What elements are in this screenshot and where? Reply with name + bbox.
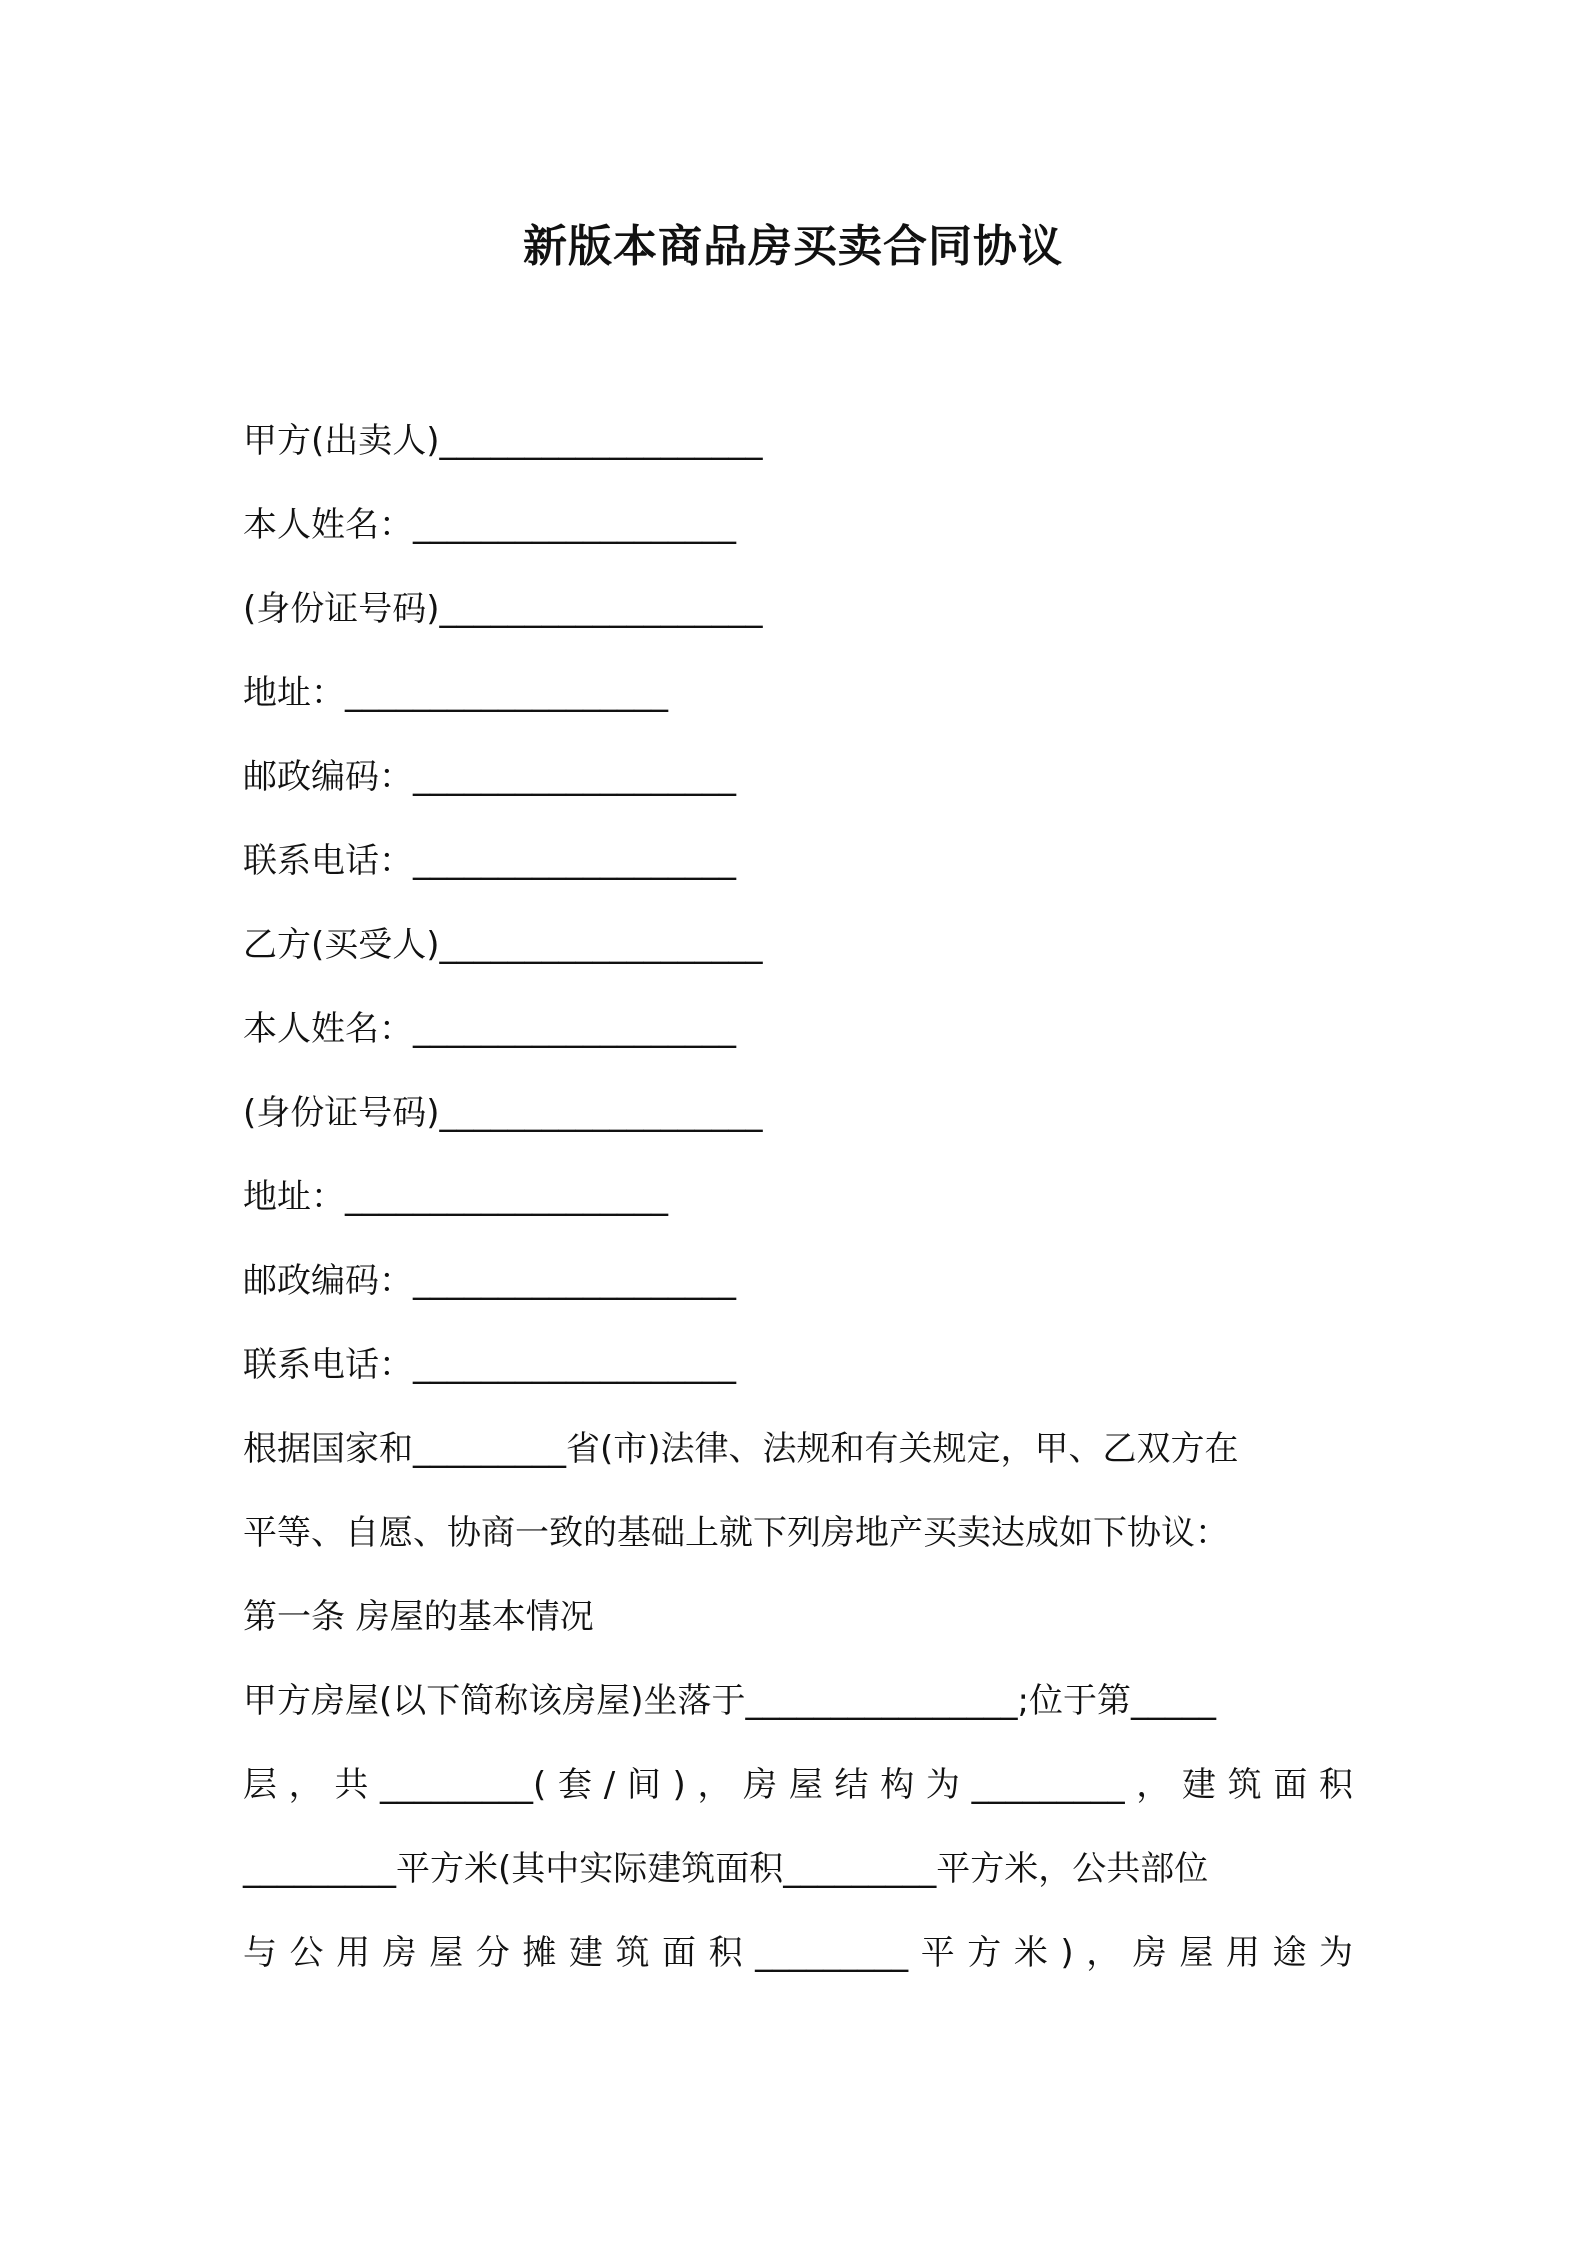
preamble-line-2: 平等、自愿、协商一致的基础上就下列房地产买卖达成如下协议： <box>243 1513 1229 1553</box>
party-a-header: 甲方(出卖人)___________________ <box>243 421 763 461</box>
party-b-postcode: 邮政编码：___________________ <box>243 1261 736 1301</box>
document-body <box>243 399 1353 1995</box>
party-a-name: 本人姓名：___________________ <box>243 505 736 545</box>
party-a-phone: 联系电话：___________________ <box>243 841 736 881</box>
preamble-line-1: 根据国家和_________省(市)法律、法规和有关规定，甲、乙双方在 <box>243 1429 1239 1469</box>
party-b-phone: 联系电话：___________________ <box>243 1345 736 1385</box>
party-b-id: (身份证号码)___________________ <box>243 1093 763 1133</box>
party-b-header: 乙方(买受人)___________________ <box>243 925 763 965</box>
party-a-id: (身份证号码)___________________ <box>243 589 763 629</box>
article-1-heading: 第一条 房屋的基本情况 <box>243 1597 594 1637</box>
document-title: 新版本商品房买卖合同协议 <box>523 221 1063 272</box>
article-1-line-2: 层，共_________(套/间)，房屋结构为_________，建筑面积 <box>243 1765 1353 1805</box>
party-a-postcode: 邮政编码：___________________ <box>243 757 736 797</box>
party-b-name: 本人姓名：___________________ <box>243 1009 736 1049</box>
article-1-line-4: 与公用房屋分摊建筑面积_________平方米)，房屋用途为 <box>243 1933 1353 1973</box>
article-1-line-3: _________平方米(其中实际建筑面积_________平方米，公共部位 <box>243 1849 1209 1889</box>
party-a-address: 地址：___________________ <box>243 673 668 713</box>
party-b-address: 地址：___________________ <box>243 1177 668 1217</box>
article-1-line-1: 甲方房屋(以下简称该房屋)坐落于________________;位于第_____ <box>243 1681 1216 1721</box>
